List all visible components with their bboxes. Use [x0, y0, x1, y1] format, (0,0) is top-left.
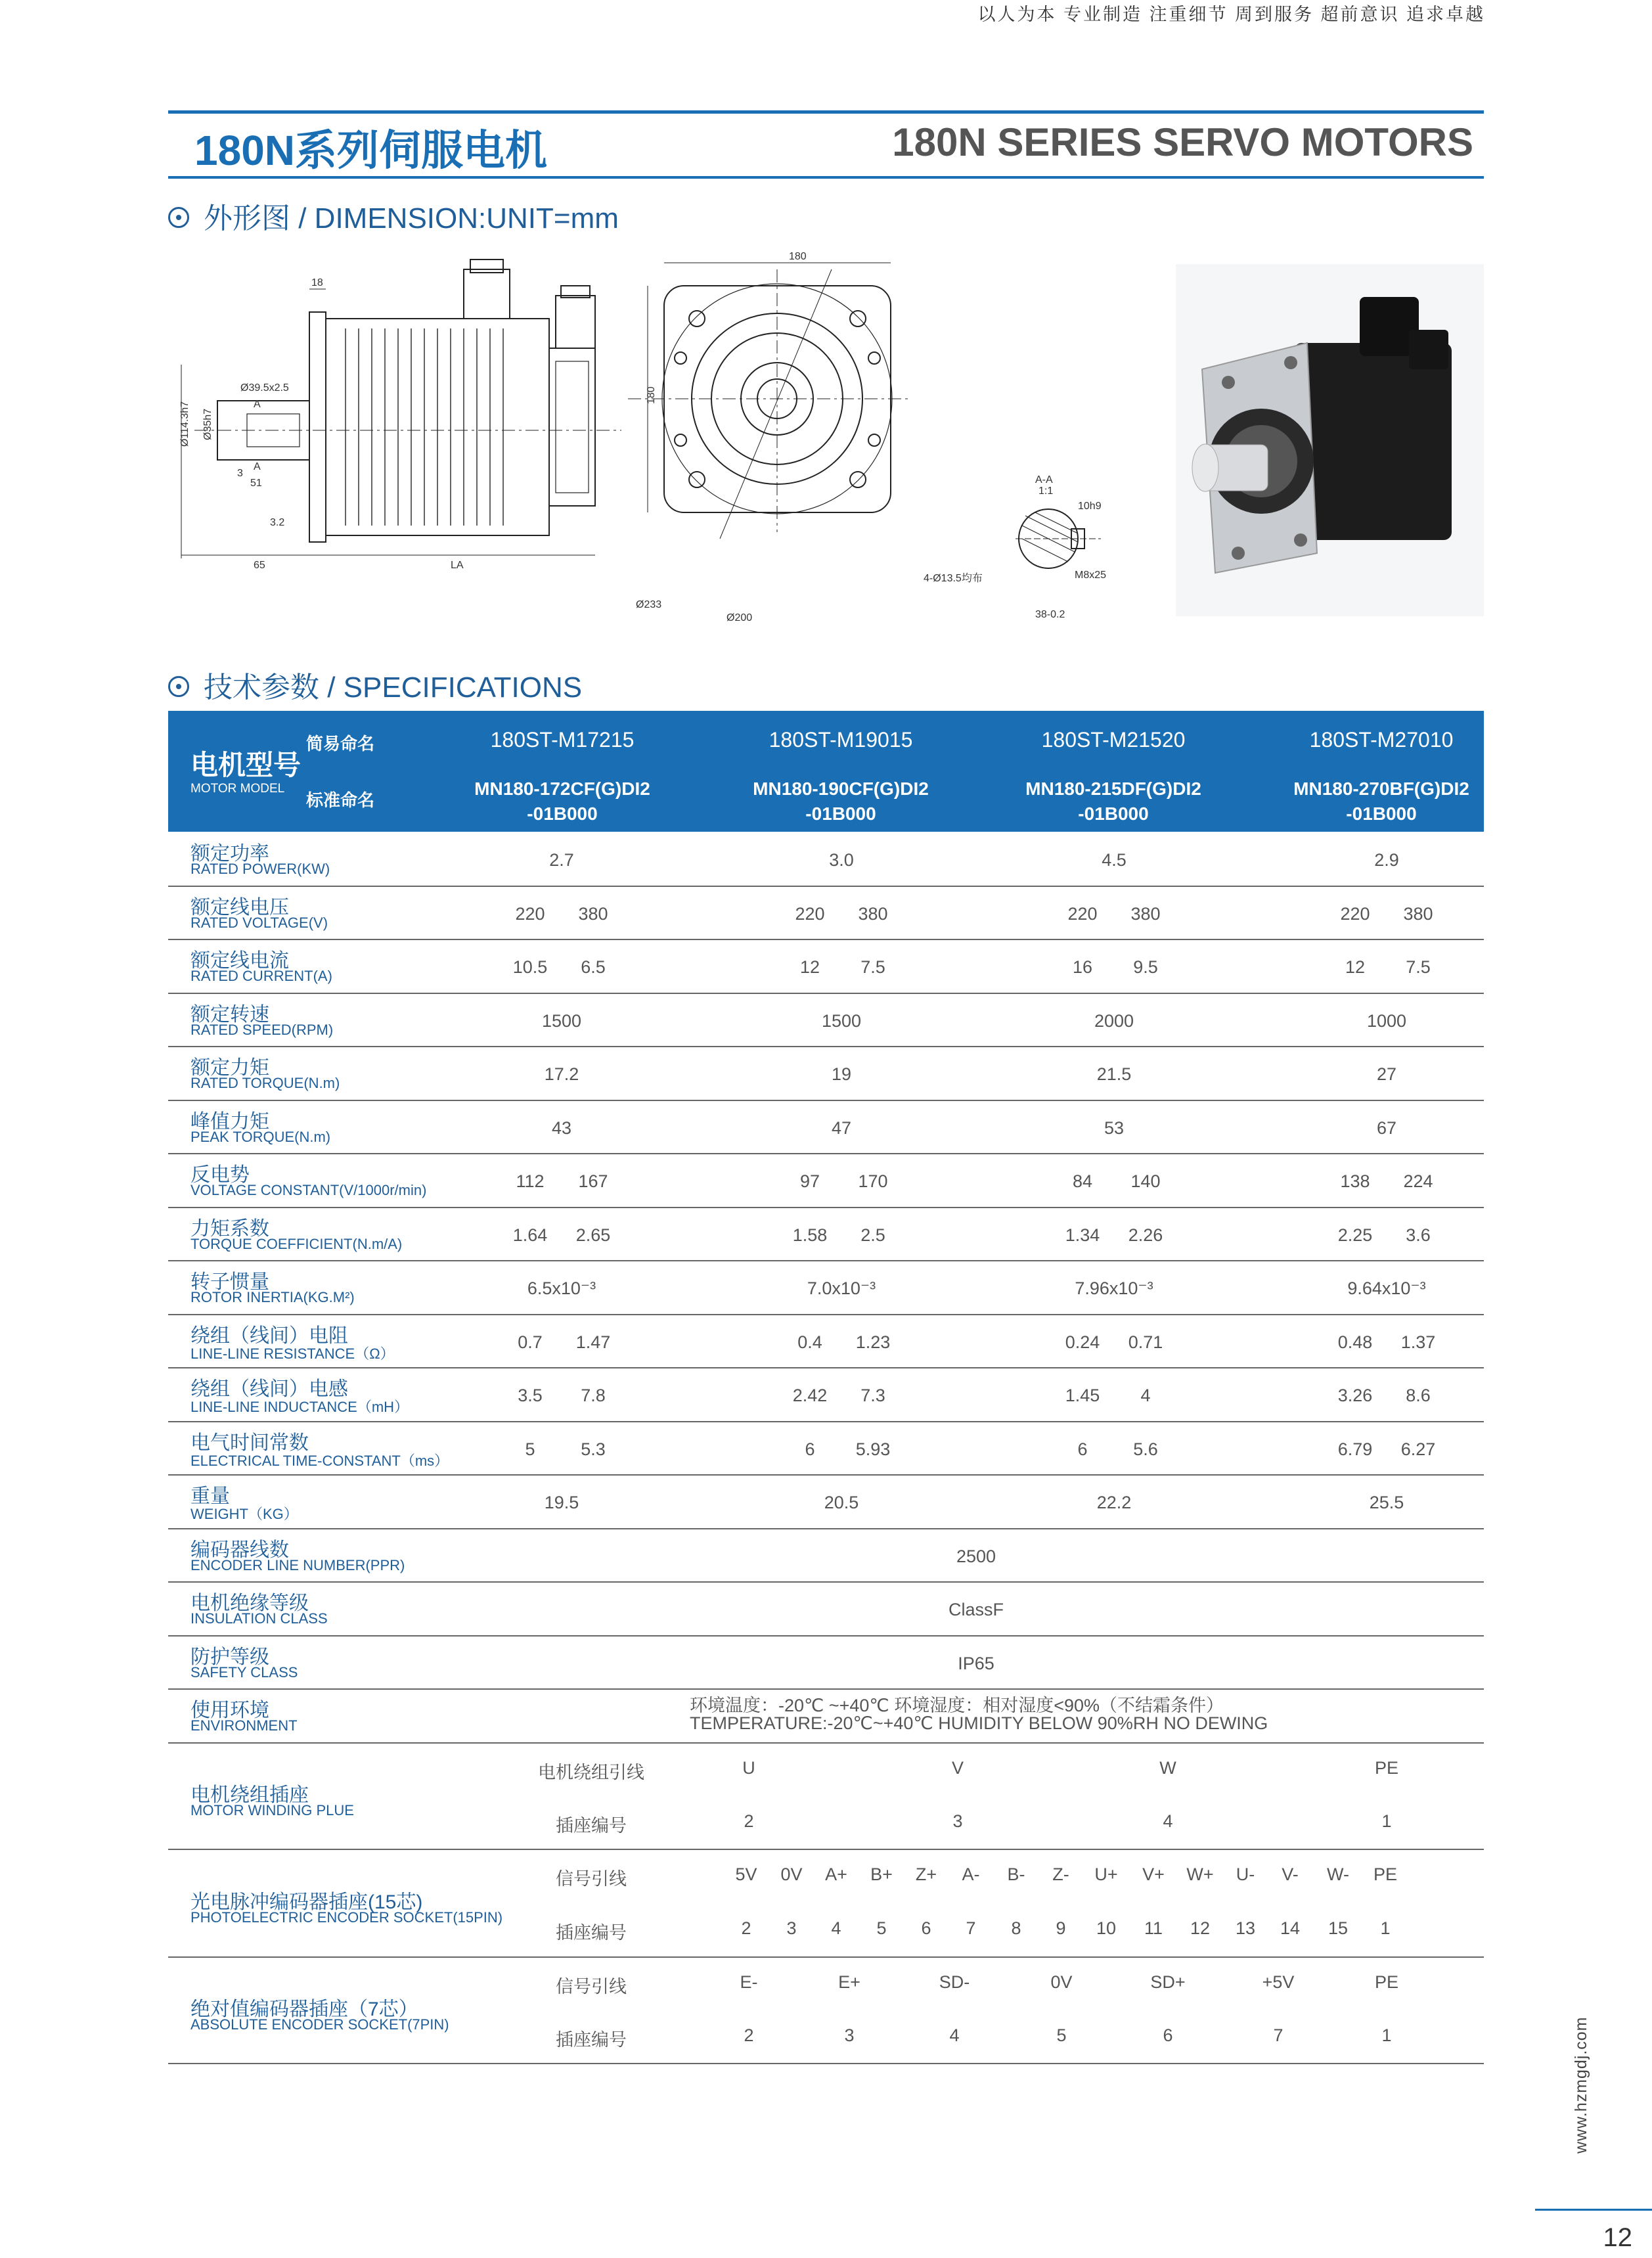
table-cell: 7: [966, 1918, 976, 1938]
table-cell: 380: [1403, 903, 1433, 924]
table-cell: A+: [825, 1864, 847, 1884]
table-cell: 43: [551, 1118, 572, 1138]
bullet-icon: [168, 676, 189, 697]
table-cell: 5: [525, 1439, 535, 1459]
row-label-en: TORQUE COEFFICIENT(N.m/A): [190, 1235, 403, 1252]
table-cell: 11: [1144, 1918, 1163, 1938]
row-label: 重量: [190, 1485, 230, 1507]
bullet-icon: [168, 207, 189, 228]
table-cell: 16: [1072, 957, 1093, 977]
table-cell: E-: [740, 1972, 758, 1992]
table-cell: 3.5: [518, 1386, 543, 1405]
table-cell: 1.58: [792, 1225, 828, 1245]
table-cell: 5: [876, 1918, 887, 1938]
motor-model-label-en: MOTOR MODEL: [190, 782, 285, 796]
row-divider: [168, 1581, 1484, 1583]
table-cell: 8: [1011, 1918, 1021, 1938]
table-cell: 4: [1163, 1811, 1173, 1831]
dim-label: Ø39.5x2.5: [240, 382, 289, 394]
table-cell: ClassF: [948, 1600, 1004, 1619]
table-cell: 0.48: [1337, 1332, 1373, 1352]
website-url: www.hzmgdj.com: [1572, 2016, 1590, 2154]
table-cell: 220: [1067, 903, 1098, 924]
table-cell: 19.5: [544, 1493, 579, 1512]
row-label-en: PHOTOELECTRIC ENCODER SOCKET(15PIN): [190, 1908, 503, 1926]
table-cell: 140: [1130, 1171, 1161, 1191]
dim-label: 1:1: [1038, 485, 1054, 497]
table-cell: 0.7: [518, 1332, 543, 1352]
table-cell: 19: [831, 1064, 852, 1084]
row-label: 力矩系数: [190, 1217, 269, 1240]
row-divider: [168, 1742, 1484, 1744]
table-cell: 22.2: [1096, 1493, 1132, 1512]
table-cell: 5.3: [581, 1439, 606, 1459]
table-cell: 14: [1280, 1918, 1301, 1938]
table-cell: 25.5: [1369, 1493, 1404, 1512]
dim-label: Ø233: [636, 599, 662, 610]
table-cell: 6: [921, 1918, 931, 1938]
row-divider: [168, 1153, 1484, 1154]
row-divider: [168, 1528, 1484, 1529]
row-label: 反电势: [190, 1164, 250, 1186]
table-cell: 5: [1056, 2025, 1067, 2045]
row-label: 额定转速: [190, 1003, 269, 1026]
short-name-label: 简易命名: [306, 734, 375, 754]
model-short-name: 180ST-M21520: [1041, 728, 1186, 752]
table-cell: 2.5: [860, 1225, 885, 1245]
table-cell: PE: [1373, 1864, 1398, 1884]
std-name-label: 标准命名: [306, 790, 375, 810]
slogan: 以人为本 专业制造 注重细节 周到服务 超前意识 追求卓越: [977, 5, 1485, 24]
table-cell: A-: [962, 1864, 980, 1884]
row-label: 额定力矩: [190, 1057, 269, 1079]
row-divider: [168, 2063, 1484, 2064]
table-cell: 5.93: [855, 1439, 891, 1459]
table-cell: B+: [870, 1864, 893, 1884]
table-cell: W-: [1327, 1864, 1349, 1884]
row-label-en: ELECTRICAL TIME-CONSTANT（ms）: [190, 1452, 449, 1469]
row-label-en: INSULATION CLASS: [190, 1610, 328, 1627]
row-label: 峰值力矩: [190, 1110, 269, 1133]
table-cell: 2.25: [1337, 1225, 1373, 1245]
table-cell: 2.9: [1374, 850, 1399, 870]
table-cell: 1500: [821, 1010, 862, 1031]
row-label: 防护等级: [190, 1646, 269, 1668]
dim-label: 3: [237, 468, 243, 479]
table-cell: 7.96x10⁻³: [1075, 1278, 1153, 1298]
table-cell: 224: [1403, 1171, 1433, 1191]
dim-label: 51: [250, 478, 262, 489]
model-short-name: 180ST-M19015: [769, 728, 913, 752]
row-divider: [168, 1421, 1484, 1422]
table-cell: 380: [1130, 903, 1161, 924]
page-title-en: 180N SERIES SERVO MOTORS: [892, 120, 1473, 164]
dim-label: 18: [311, 277, 323, 288]
table-cell: 1500: [541, 1010, 582, 1031]
row-label-en: RATED POWER(KW): [190, 861, 330, 877]
table-cell: 380: [858, 903, 888, 924]
table-cell: 3: [786, 1918, 797, 1938]
row-label: 绕组（线间）电阻: [190, 1324, 348, 1347]
dim-label: A-A: [1035, 474, 1053, 485]
row-label-en: RATED TORQUE(N.m): [190, 1075, 340, 1091]
table-cell: 6.5: [581, 957, 606, 977]
row-label: 电机绝缘等级: [190, 1592, 309, 1614]
table-cell: 0.4: [797, 1332, 822, 1352]
table-cell: 5.6: [1133, 1439, 1158, 1459]
table-cell: 1.34: [1065, 1225, 1100, 1245]
table-cell: 1.47: [575, 1332, 611, 1352]
table-cell: 380: [578, 903, 608, 924]
table-cell: 4: [1140, 1386, 1151, 1405]
row-divider: [168, 1314, 1484, 1315]
row-divider: [168, 993, 1484, 994]
table-cell: +5V: [1262, 1972, 1295, 1992]
model-std-name: MN180-172CF(G)DI2 -01B000: [474, 779, 650, 824]
row-label-en: WEIGHT（KG）: [190, 1506, 298, 1522]
table-cell: SD+: [1150, 1972, 1186, 1992]
dim-label: 3.2: [270, 517, 285, 528]
table-cell: 1000: [1366, 1010, 1407, 1031]
row-divider: [168, 1688, 1484, 1690]
table-cell: 4: [831, 1918, 841, 1938]
row-label: 绝对值编码器插座（7芯）: [190, 1998, 418, 2020]
table-cell: 0.71: [1128, 1332, 1163, 1352]
table-cell: 138: [1340, 1171, 1370, 1191]
table-cell: 4.5: [1102, 850, 1127, 870]
table-cell: 电机绕组引线: [538, 1762, 644, 1782]
side-view: [181, 260, 621, 558]
table-cell: 84: [1072, 1171, 1093, 1191]
spec-heading: 技术参数 / SPECIFICATIONS: [168, 664, 582, 706]
table-cell: 9: [1056, 1918, 1066, 1938]
model-std-name: MN180-270BF(G)DI2 -01B000: [1293, 779, 1469, 824]
table-cell: Z-: [1052, 1864, 1069, 1884]
table-cell: V+: [1142, 1864, 1165, 1884]
front-view: [628, 263, 910, 539]
table-cell: 0.24: [1065, 1332, 1100, 1352]
table-cell: 6.79: [1337, 1439, 1373, 1459]
page-title-zh: 180N系列伺服电机: [194, 127, 547, 174]
table-cell: 4: [949, 2025, 960, 2045]
table-cell: U: [742, 1757, 755, 1778]
table-cell: 1: [1381, 2025, 1392, 2045]
dim-label: 65: [254, 560, 265, 571]
spec-table-header: [168, 711, 1484, 832]
table-cell: V-: [1282, 1864, 1299, 1884]
table-cell: 1.23: [855, 1332, 891, 1352]
table-cell: 0V: [780, 1864, 803, 1884]
table-cell: PE: [1374, 1757, 1399, 1778]
table-cell: 12: [1345, 957, 1366, 977]
environment-text: 环境温度：-20℃ ~+40℃ 环境湿度：相对湿度<90%（不结霜条件）: [690, 1696, 1224, 1715]
table-cell: 2.7: [549, 850, 574, 870]
section-view: [1016, 509, 1101, 568]
row-divider: [168, 1849, 1484, 1850]
dimension-heading: 外形图 / DIMENSION:UNIT=mm: [168, 194, 619, 237]
table-cell: 220: [515, 903, 545, 924]
table-cell: 10.5: [512, 957, 548, 977]
table-cell: W: [1159, 1757, 1176, 1778]
table-cell: 7.0x10⁻³: [807, 1278, 876, 1298]
table-cell: 3.6: [1406, 1225, 1431, 1245]
row-divider: [168, 1100, 1484, 1101]
table-cell: 9.5: [1133, 957, 1158, 977]
row-divider: [168, 1367, 1484, 1368]
table-cell: 信号引线: [556, 1868, 627, 1889]
table-cell: 3: [952, 1811, 963, 1831]
row-divider: [168, 1260, 1484, 1261]
table-cell: 1: [1381, 1811, 1392, 1831]
motor-photo: [1176, 264, 1484, 616]
side-view-labels: [179, 277, 464, 571]
table-cell: 15: [1328, 1918, 1349, 1938]
table-cell: 2500: [956, 1546, 996, 1566]
table-cell: 5V: [735, 1864, 757, 1884]
table-cell: 6: [1077, 1439, 1088, 1459]
row-divider: [168, 1046, 1484, 1047]
row-label-en: SAFETY CLASS: [190, 1663, 298, 1681]
table-cell: W+: [1186, 1864, 1214, 1884]
row-label-en: LINE-LINE INDUCTANCE（mH）: [190, 1399, 409, 1415]
row-label-en: ENCODER LINE NUMBER(PPR): [190, 1556, 405, 1573]
row-label: 电机绕组插座: [190, 1784, 309, 1806]
table-cell: 2.65: [575, 1225, 611, 1245]
table-cell: 7.8: [581, 1386, 606, 1405]
row-label: 转子惯量: [190, 1271, 269, 1293]
table-cell: 7.3: [860, 1386, 885, 1405]
row-label: 绕组（线间）电感: [190, 1378, 348, 1400]
table-cell: 112: [516, 1171, 545, 1191]
dim-label: 4-Ø13.5均布: [924, 573, 983, 584]
row-label-en: ENVIRONMENT: [190, 1717, 298, 1734]
row-label-en: MOTOR WINDING PLUE: [190, 1801, 354, 1818]
table-cell: 17.2: [544, 1064, 579, 1084]
title-rule-top: [168, 110, 1484, 114]
table-cell: 3.26: [1337, 1386, 1373, 1405]
table-cell: E+: [838, 1972, 860, 1992]
table-cell: 6.27: [1400, 1439, 1436, 1459]
row-label: 使用环境: [190, 1700, 269, 1721]
row-label: 光电脉冲编码器插座(15芯): [190, 1891, 423, 1913]
table-cell: 1.64: [512, 1225, 548, 1245]
row-label: 额定线电压: [190, 896, 289, 918]
table-cell: 220: [795, 903, 825, 924]
row-label-en: VOLTAGE CONSTANT(V/1000r/min): [190, 1182, 427, 1198]
table-cell: 12: [799, 957, 820, 977]
table-cell: U-: [1236, 1864, 1255, 1884]
table-cell: 47: [831, 1118, 852, 1138]
row-label: 额定功率: [190, 843, 269, 865]
table-cell: 97: [799, 1171, 820, 1191]
table-cell: 9.64x10⁻³: [1347, 1278, 1426, 1298]
table-cell: 13: [1235, 1918, 1256, 1938]
row-label-en: PEAK TORQUE(N.m): [190, 1128, 331, 1145]
table-cell: 7.5: [1406, 957, 1431, 977]
table-cell: 0V: [1050, 1972, 1073, 1992]
row-label-en: RATED CURRENT(A): [190, 968, 332, 984]
row-label-en: ABSOLUTE ENCODER SOCKET(7PIN): [190, 2016, 449, 2033]
row-divider: [168, 1474, 1484, 1476]
row-label-en: RATED SPEED(RPM): [190, 1021, 334, 1038]
table-cell: SD-: [939, 1972, 970, 1992]
table-cell: 167: [578, 1171, 608, 1191]
dim-label: 10h9: [1078, 501, 1102, 512]
table-cell: 21.5: [1096, 1064, 1132, 1084]
table-cell: PE: [1374, 1972, 1399, 1992]
table-cell: 2.42: [792, 1386, 828, 1405]
table-cell: 7.5: [860, 957, 885, 977]
model-short-name: 180ST-M27010: [1309, 728, 1454, 752]
row-label: 电气时间常数: [190, 1432, 309, 1454]
table-cell: 6: [1163, 2025, 1173, 2045]
table-cell: 信号引线: [556, 1976, 627, 1997]
row-divider: [168, 1635, 1484, 1637]
table-cell: 3: [844, 2025, 855, 2045]
dim-label: A: [254, 399, 261, 410]
table-cell: 6: [805, 1439, 815, 1459]
table-cell: 插座编号: [556, 2029, 627, 2050]
table-cell: 1.45: [1065, 1386, 1100, 1405]
table-cell: Z+: [915, 1864, 937, 1884]
row-label-en: ROTOR INERTIA(KG.M²): [190, 1289, 355, 1305]
page-number: 12: [1603, 2223, 1632, 2252]
table-cell: 2: [744, 2025, 754, 2045]
dim-label: 38-0.2: [1035, 609, 1065, 620]
dim-label: M8x25: [1075, 570, 1107, 581]
table-cell: U+: [1094, 1864, 1118, 1884]
row-label-en: LINE-LINE RESISTANCE（Ω）: [190, 1345, 395, 1362]
row-label: 编码器线数: [190, 1539, 289, 1561]
table-cell: 170: [858, 1171, 888, 1191]
table-cell: 67: [1376, 1118, 1397, 1138]
dim-label: A: [254, 461, 261, 472]
table-cell: 220: [1340, 903, 1370, 924]
dimension-drawing: [168, 250, 1173, 637]
table-cell: 1: [1380, 1918, 1391, 1938]
dim-label: LA: [451, 560, 464, 571]
row-divider: [168, 939, 1484, 940]
table-cell: 2: [741, 1918, 751, 1938]
table-cell: 12: [1190, 1918, 1211, 1938]
front-view-labels: [636, 251, 983, 623]
dim-label: 180: [789, 251, 807, 262]
row-divider: [168, 1207, 1484, 1208]
row-divider: [168, 886, 1484, 887]
table-cell: 插座编号: [556, 1922, 627, 1943]
table-cell: 2000: [1094, 1010, 1134, 1031]
table-cell: B-: [1007, 1864, 1025, 1884]
model-std-name: MN180-190CF(G)DI2 -01B000: [753, 779, 929, 824]
table-cell: 2: [744, 1811, 754, 1831]
environment-text: TEMPERATURE:-20℃~+40℃ HUMIDITY BELOW 90%RH NO DEWING: [690, 1713, 1268, 1733]
row-label-en: RATED VOLTAGE(V): [190, 914, 328, 931]
title-rule-bottom: [168, 176, 1484, 179]
footer-rule: [1535, 2209, 1652, 2211]
dim-label: 180: [646, 386, 657, 404]
table-cell: V: [951, 1757, 964, 1778]
table-cell: 10: [1096, 1918, 1117, 1938]
table-cell: 8.6: [1406, 1386, 1431, 1405]
table-cell: 1.37: [1400, 1332, 1436, 1352]
dim-label: Ø200: [726, 612, 753, 623]
table-cell: 3.0: [829, 850, 854, 870]
model-short-name: 180ST-M17215: [490, 728, 635, 752]
dim-label: Ø114.3h7: [179, 401, 190, 447]
dim-label: Ø35h7: [202, 408, 213, 440]
table-cell: 6.5x10⁻³: [527, 1278, 596, 1298]
table-cell: 插座编号: [556, 1815, 627, 1836]
table-cell: IP65: [958, 1653, 994, 1673]
table-cell: 27: [1376, 1064, 1397, 1084]
row-label: 额定线电流: [190, 950, 289, 972]
table-cell: 53: [1104, 1118, 1125, 1138]
row-divider: [168, 1956, 1484, 1958]
table-cell: 20.5: [824, 1493, 859, 1512]
motor-model-label: 电机型号: [190, 750, 301, 780]
table-cell: 2.26: [1128, 1225, 1163, 1245]
model-std-name: MN180-215DF(G)DI2 -01B000: [1025, 779, 1201, 824]
table-cell: 7: [1273, 2025, 1284, 2045]
